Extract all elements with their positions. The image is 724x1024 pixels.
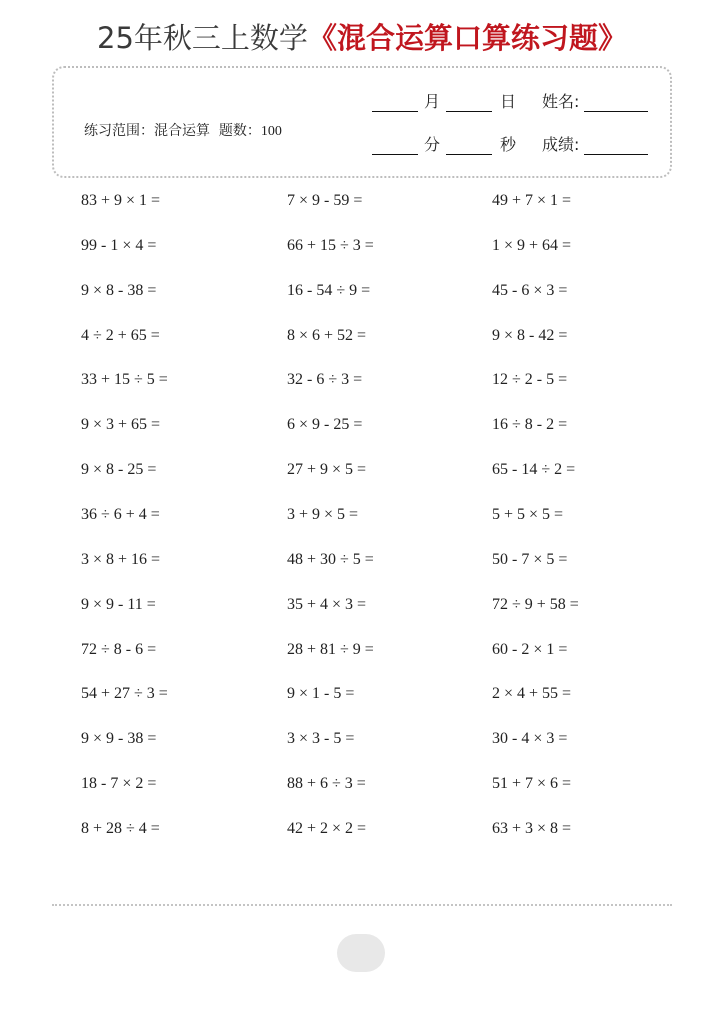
problem-item: 9 × 1 - 5 = bbox=[287, 685, 355, 703]
problem-item: 99 - 1 × 4 = bbox=[81, 236, 157, 254]
problem-item: 8 × 6 + 52 = bbox=[287, 326, 367, 344]
name-label: 姓名: bbox=[542, 92, 580, 111]
problem-item: 36 ÷ 6 + 4 = bbox=[81, 505, 160, 523]
score-blank[interactable] bbox=[584, 154, 648, 155]
minute-label: 分 bbox=[424, 135, 441, 154]
problem-item: 33 + 15 ÷ 5 = bbox=[81, 371, 168, 389]
title-accent: 《混合运算口算练习题》 bbox=[307, 21, 627, 55]
problem-item: 9 × 9 - 38 = bbox=[81, 730, 157, 748]
problem-item: 9 × 3 + 65 = bbox=[81, 416, 161, 434]
problem-item: 16 - 54 ÷ 9 = bbox=[287, 281, 371, 299]
practice-scope bbox=[84, 120, 282, 140]
problem-item: 88 + 6 ÷ 3 = bbox=[287, 775, 366, 793]
problem-item: 54 + 27 ÷ 3 = bbox=[81, 685, 168, 703]
problem-item: 72 ÷ 8 - 6 = bbox=[81, 640, 157, 658]
count-label: 题数： bbox=[218, 123, 261, 139]
problem-item: 7 × 9 - 59 = bbox=[287, 192, 363, 209]
problem-item: 8 + 28 ÷ 4 = bbox=[81, 819, 160, 837]
problem-item: 45 - 6 × 3 = bbox=[492, 281, 568, 299]
date-name-row bbox=[370, 90, 670, 114]
second-label: 秒 bbox=[500, 135, 517, 154]
problem-item: 51 + 7 × 6 = bbox=[492, 775, 572, 793]
problem-item: 83 + 9 × 1 = bbox=[81, 192, 161, 209]
problem-item: 9 × 8 - 38 = bbox=[81, 281, 157, 299]
count-value: 100 bbox=[260, 124, 282, 139]
problem-item: 5 + 5 × 5 = bbox=[492, 505, 564, 523]
problem-item: 63 + 3 × 8 = bbox=[492, 819, 572, 837]
day-label: 日 bbox=[500, 92, 517, 111]
problem-item: 9 × 9 - 11 = bbox=[81, 595, 156, 613]
minute-blank[interactable] bbox=[372, 154, 418, 155]
worksheet-title bbox=[0, 16, 724, 60]
time-score-row bbox=[370, 133, 670, 157]
problem-item: 16 ÷ 8 - 2 = bbox=[492, 416, 568, 434]
footer-divider bbox=[52, 904, 672, 906]
problem-item: 49 + 7 × 1 = bbox=[492, 192, 572, 209]
day-blank[interactable] bbox=[446, 111, 492, 112]
problem-item: 66 + 15 ÷ 3 = bbox=[287, 236, 374, 254]
problem-item: 30 - 4 × 3 = bbox=[492, 730, 568, 748]
problem-item: 32 - 6 ÷ 3 = bbox=[287, 371, 363, 389]
problem-item: 12 ÷ 2 - 5 = bbox=[492, 371, 568, 389]
problem-item: 50 - 7 × 5 = bbox=[492, 550, 568, 568]
problem-item: 6 × 9 - 25 = bbox=[287, 416, 363, 434]
problem-item: 35 + 4 × 3 = bbox=[287, 595, 367, 613]
second-blank[interactable] bbox=[446, 154, 492, 155]
problem-item: 1 × 9 + 64 = bbox=[492, 236, 572, 254]
problem-item: 3 + 9 × 5 = bbox=[287, 505, 359, 523]
scope-label: 练习范围：混合运算 bbox=[84, 123, 210, 139]
title-main: 25年秋三上数学 bbox=[97, 21, 308, 55]
problem-item: 27 + 9 × 5 = bbox=[287, 461, 367, 479]
problem-item: 42 + 2 × 2 = bbox=[287, 819, 367, 837]
problem-item: 9 × 8 - 25 = bbox=[81, 461, 157, 479]
name-blank[interactable] bbox=[584, 111, 648, 112]
score-label: 成绩: bbox=[542, 135, 580, 154]
problem-item: 3 × 8 + 16 = bbox=[81, 550, 161, 568]
problem-item: 9 × 8 - 42 = bbox=[492, 326, 568, 344]
problem-item: 2 × 4 + 55 = bbox=[492, 685, 572, 703]
page-indicator bbox=[337, 934, 385, 972]
problem-item: 18 - 7 × 2 = bbox=[81, 775, 157, 793]
problem-item: 60 - 2 × 1 = bbox=[492, 640, 568, 658]
month-blank[interactable] bbox=[372, 111, 418, 112]
problem-item: 48 + 30 ÷ 5 = bbox=[287, 550, 374, 568]
problem-item: 4 ÷ 2 + 65 = bbox=[81, 326, 160, 344]
problem-item: 3 × 3 - 5 = bbox=[287, 730, 355, 748]
problem-item: 28 + 81 ÷ 9 = bbox=[287, 640, 374, 658]
problem-item: 72 ÷ 9 + 58 = bbox=[492, 595, 579, 613]
info-box bbox=[52, 66, 672, 178]
problem-item: 65 - 14 ÷ 2 = bbox=[492, 461, 576, 479]
month-label: 月 bbox=[424, 92, 441, 111]
